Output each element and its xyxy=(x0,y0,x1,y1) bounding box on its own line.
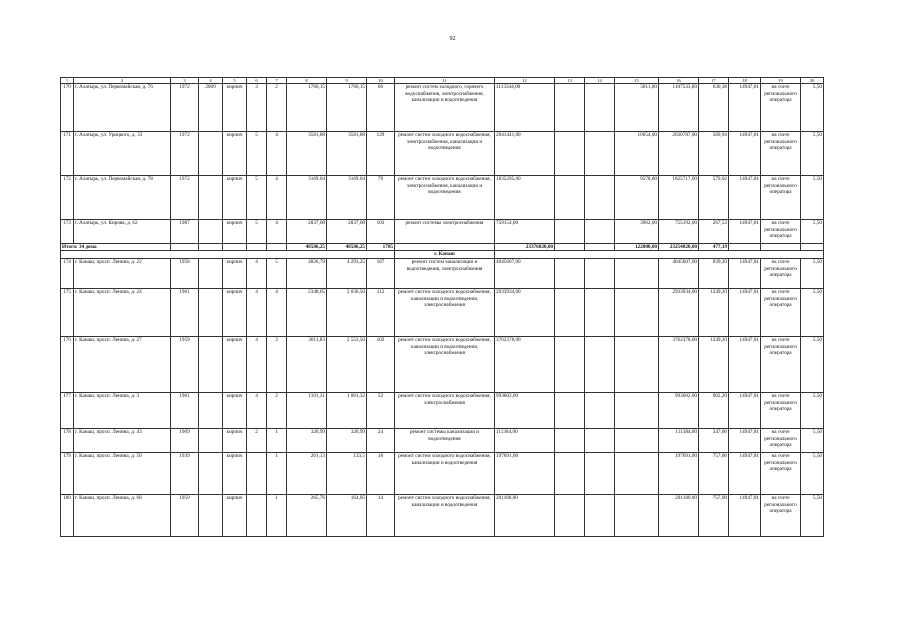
rows-alatyr xyxy=(61,84,824,244)
residents-cell: 129 xyxy=(367,132,395,176)
percent-cell: 5,50 xyxy=(801,176,824,220)
wall-material-cell: кирпич xyxy=(223,289,247,337)
summary-total-cost: 23376020,00 xyxy=(495,244,555,251)
summary-unit-cost: 477,19 xyxy=(699,244,729,251)
max-unit-cost-cell: 14947,81 xyxy=(729,429,761,453)
year-repair-cell xyxy=(199,337,223,393)
other-funds-cell: 3762378,00 xyxy=(659,337,699,393)
row-number-cell: 174 xyxy=(61,259,74,289)
fund-source-cell: на счете регионального оператора xyxy=(761,393,801,429)
unit-cost-cell: 1249,20 xyxy=(699,337,729,393)
col-number: 17 xyxy=(699,78,729,84)
wall-material-cell: кирпич xyxy=(223,453,247,495)
area-total-cell: 261,13 xyxy=(287,453,327,495)
year-built-cell: 1987 xyxy=(171,220,199,244)
area-total-cell: 3581,88 xyxy=(287,132,327,176)
entrances-cell: 5 xyxy=(267,259,287,289)
percent-cell: 5,50 xyxy=(801,259,824,289)
fund-source-cell: на счете регионального оператора xyxy=(761,453,801,495)
row-number-cell: 172 xyxy=(61,176,74,220)
table-row xyxy=(61,495,824,537)
row-number-cell: 171 xyxy=(61,132,74,176)
area-living-cell: 3169,64 xyxy=(327,176,367,220)
table-row xyxy=(61,259,824,289)
other-funds-cell: 993602,00 xyxy=(659,393,699,429)
page-number: 92 xyxy=(449,36,456,42)
fund-regional-cell xyxy=(585,337,615,393)
row-number-cell: 175 xyxy=(61,289,74,337)
fund-federal-cell xyxy=(555,289,585,337)
other-funds-cell: 4045607,00 xyxy=(659,259,699,289)
total-cost-cell: 2041441,00 xyxy=(495,132,555,176)
area-total-cell: 2837,68 xyxy=(287,220,327,244)
table-row xyxy=(61,453,824,495)
col-number: 4 xyxy=(199,78,223,84)
total-cost-cell: 759154,00 xyxy=(495,220,555,244)
max-unit-cost-cell: 14947,81 xyxy=(729,259,761,289)
fund-regional-cell xyxy=(585,393,615,429)
own-funds-cell: 3962,00 xyxy=(615,220,659,244)
area-living-cell: 2 036,50 xyxy=(327,289,367,337)
entrances-cell: 3 xyxy=(267,337,287,393)
fund-regional-cell xyxy=(585,84,615,132)
col-number: 13 xyxy=(555,78,585,84)
row-number-cell: 176 xyxy=(61,337,74,393)
floors-cell: 2 xyxy=(247,429,267,453)
address-cell: г. Алатырь, ул. Первомайская, д. 76 xyxy=(74,84,171,132)
year-repair-cell xyxy=(199,220,223,244)
col-number: 1 xyxy=(61,78,74,84)
col-number: 5 xyxy=(223,78,247,84)
area-total-cell: 4826,79 xyxy=(287,259,327,289)
year-built-cell: 1961 xyxy=(171,289,199,337)
floors-cell: 5 xyxy=(247,132,267,176)
work-type-cell: ремонт систем холодного водоснабжения, канализации и водоотведения, электроснабжения xyxy=(395,289,495,337)
year-built-cell: 1972 xyxy=(171,132,199,176)
rows-kanash xyxy=(61,259,824,537)
percent-cell: 5,50 xyxy=(801,393,824,429)
percent-cell: 5,50 xyxy=(801,337,824,393)
fund-federal-cell xyxy=(555,495,585,537)
table-row xyxy=(61,132,824,176)
floors-cell: 5 xyxy=(247,176,267,220)
summary-other-funds: 23254020,00 xyxy=(659,244,699,251)
entrances-cell: 1 xyxy=(267,429,287,453)
fund-federal-cell xyxy=(555,84,585,132)
fund-source-cell: на счете регионального оператора xyxy=(761,176,801,220)
fund-federal-cell xyxy=(555,429,585,453)
year-repair-cell: 2009 xyxy=(199,84,223,132)
unit-cost-cell: 347,00 xyxy=(699,429,729,453)
work-type-cell: ремонт систем канализации и водоотведения, электроснабжения xyxy=(395,259,495,289)
address-cell: г. Канаш, просп. Ленина, д. 24 xyxy=(74,289,171,337)
row-number-cell: 170 xyxy=(61,84,74,132)
fund-federal-cell xyxy=(555,220,585,244)
wall-material-cell: кирпич xyxy=(223,337,247,393)
table-row xyxy=(61,176,824,220)
work-type-cell: ремонт систем холодного водоснабжения, канализации и водоотведения, электроснабжения xyxy=(395,337,495,393)
year-built-cell: 1972 xyxy=(171,84,199,132)
unit-cost-cell: 902,20 xyxy=(699,393,729,429)
row-number-cell: 180 xyxy=(61,495,74,537)
row-number-cell: 173 xyxy=(61,220,74,244)
summary-area-total: 48586,25 xyxy=(287,244,327,251)
work-type-cell: ремонт систем холодного водоснабжения, электроснабжения xyxy=(395,393,495,429)
year-repair-cell xyxy=(199,393,223,429)
floors-cell xyxy=(247,453,267,495)
address-cell: г. Алатырь, ул. Урицкого, д. 33 xyxy=(74,132,171,176)
col-number: 2 xyxy=(74,78,171,84)
own-funds-cell xyxy=(615,495,659,537)
residents-cell: 79 xyxy=(367,176,395,220)
max-unit-cost-cell: 14947,81 xyxy=(729,289,761,337)
own-funds-cell xyxy=(615,429,659,453)
unit-cost-cell: 757,00 xyxy=(699,495,729,537)
floors-cell xyxy=(247,495,267,537)
area-total-cell: 265,76 xyxy=(287,495,327,537)
percent-cell: 5,50 xyxy=(801,84,824,132)
floors-cell: 4 xyxy=(247,393,267,429)
work-type-cell: ремонт системы канализации и водоотведения xyxy=(395,429,495,453)
total-cost-cell: 1835295,00 xyxy=(495,176,555,220)
floors-cell: 4 xyxy=(247,259,267,289)
entrances-cell: 4 xyxy=(267,220,287,244)
year-repair-cell xyxy=(199,495,223,537)
own-funds-cell xyxy=(615,259,659,289)
address-cell: г. Канаш, просп. Ленина, д. 27 xyxy=(74,337,171,393)
max-unit-cost-cell: 14947,81 xyxy=(729,453,761,495)
col-number: 3 xyxy=(171,78,199,84)
fund-source-cell: на счете регионального оператора xyxy=(761,495,801,537)
percent-cell: 5,50 xyxy=(801,429,824,453)
work-type-cell: ремонт систем холодного водоснабжения, электроснабжения, канализации и водоотведения xyxy=(395,176,495,220)
area-total-cell: 2348,65 xyxy=(287,289,327,337)
total-cost-cell: 201180,00 xyxy=(495,495,555,537)
year-repair-cell xyxy=(199,453,223,495)
fund-federal-cell xyxy=(555,453,585,495)
row-number-cell: 178 xyxy=(61,429,74,453)
area-total-cell: 1101,31 xyxy=(287,393,327,429)
area-total-cell: 3169,64 xyxy=(287,176,327,220)
fund-source-cell: на счете регионального оператора xyxy=(761,259,801,289)
fund-regional-cell xyxy=(585,220,615,244)
floors-cell: 4 xyxy=(247,289,267,337)
own-funds-cell: 9578,00 xyxy=(615,176,659,220)
col-number: 15 xyxy=(615,78,659,84)
percent-cell: 5,50 xyxy=(801,289,824,337)
table-row xyxy=(61,393,824,429)
own-funds-cell xyxy=(615,453,659,495)
year-repair-cell xyxy=(199,176,223,220)
unit-cost-cell: 579,02 xyxy=(699,176,729,220)
entrances-cell: 1 xyxy=(267,495,287,537)
area-living-cell: 133,5 xyxy=(327,453,367,495)
total-cost-cell: 3762378,00 xyxy=(495,337,555,393)
col-number: 19 xyxy=(761,78,801,84)
max-unit-cost-cell: 14947,81 xyxy=(729,132,761,176)
summary-label: Итого: 34 дома xyxy=(61,244,171,251)
year-built-cell: 1958 xyxy=(171,259,199,289)
floors-cell: 5 xyxy=(247,220,267,244)
residents-cell: 102 xyxy=(367,337,395,393)
residents-cell: 18 xyxy=(367,453,395,495)
row-number-cell: 177 xyxy=(61,393,74,429)
wall-material-cell: кирпич xyxy=(223,132,247,176)
fund-federal-cell xyxy=(555,132,585,176)
fund-source-cell: на счете регионального оператора xyxy=(761,220,801,244)
max-unit-cost-cell: 14947,81 xyxy=(729,393,761,429)
other-funds-cell: 2030787,00 xyxy=(659,132,699,176)
entrances-cell: 1 xyxy=(267,453,287,495)
max-unit-cost-cell: 14947,81 xyxy=(729,84,761,132)
repair-program-table xyxy=(60,77,824,537)
max-unit-cost-cell: 14947,81 xyxy=(729,495,761,537)
area-living-cell: 2837,68 xyxy=(327,220,367,244)
summary-row xyxy=(61,244,824,251)
entrances-cell: 2 xyxy=(267,393,287,429)
max-unit-cost-cell: 14947,81 xyxy=(729,220,761,244)
total-cost-cell: 197691,00 xyxy=(495,453,555,495)
summary-area-living: 48586,25 xyxy=(327,244,367,251)
own-funds-cell xyxy=(615,337,659,393)
residents-cell: 167 xyxy=(367,259,395,289)
percent-cell: 5,50 xyxy=(801,495,824,537)
percent-cell: 5,50 xyxy=(801,132,824,176)
col-number: 11 xyxy=(395,78,495,84)
own-funds-cell xyxy=(615,393,659,429)
own-funds-cell: 10654,00 xyxy=(615,132,659,176)
wall-material-cell: кирпич xyxy=(223,259,247,289)
total-cost-cell: 111384,00 xyxy=(495,429,555,453)
address-cell: г. Алатырь, ул. Первомайская, д. 78 xyxy=(74,176,171,220)
table-row xyxy=(61,289,824,337)
other-funds-cell: 1107533,00 xyxy=(659,84,699,132)
area-living-cell: 4 293,25 xyxy=(327,259,367,289)
total-cost-cell: 4045607,00 xyxy=(495,259,555,289)
other-funds-cell: 755192,00 xyxy=(659,220,699,244)
wall-material-cell: кирпич xyxy=(223,84,247,132)
fund-source-cell: на счете регионального оператора xyxy=(761,429,801,453)
entrances-cell: 2 xyxy=(267,84,287,132)
max-unit-cost-cell: 14947,81 xyxy=(729,176,761,220)
wall-material-cell: кирпич xyxy=(223,220,247,244)
area-living-cell: 1766,15 xyxy=(327,84,367,132)
summary-own-funds: 122000,00 xyxy=(615,244,659,251)
total-cost-cell: 1113344,00 xyxy=(495,84,555,132)
col-number: 12 xyxy=(495,78,555,84)
address-cell: г. Канаш, просп. Ленина, д. 50 xyxy=(74,453,171,495)
own-funds-cell xyxy=(615,289,659,337)
other-funds-cell: 201180,00 xyxy=(659,495,699,537)
fund-regional-cell xyxy=(585,453,615,495)
year-built-cell: 1961 xyxy=(171,393,199,429)
row-number-cell: 179 xyxy=(61,453,74,495)
year-built-cell: 1972 xyxy=(171,176,199,220)
year-built-cell: 1939 xyxy=(171,453,199,495)
other-funds-cell: 111384,00 xyxy=(659,429,699,453)
fund-regional-cell xyxy=(585,176,615,220)
address-cell: г. Канаш, просп. Ленина, д. 68 xyxy=(74,495,171,537)
city-heading: г. Канаш xyxy=(395,251,495,259)
col-number: 14 xyxy=(585,78,615,84)
residents-cell: 103 xyxy=(367,220,395,244)
area-total-cell: 320,99 xyxy=(287,429,327,453)
fund-source-cell: на счете регионального оператора xyxy=(761,84,801,132)
fund-regional-cell xyxy=(585,429,615,453)
table-row xyxy=(61,429,824,453)
year-built-cell: 1969 xyxy=(171,429,199,453)
col-number: 6 xyxy=(247,78,267,84)
year-repair-cell xyxy=(199,132,223,176)
floors-cell: 4 xyxy=(247,337,267,393)
fund-source-cell: на счете регионального оператора xyxy=(761,132,801,176)
fund-regional-cell xyxy=(585,495,615,537)
fund-federal-cell xyxy=(555,393,585,429)
percent-cell: 5,50 xyxy=(801,453,824,495)
fund-regional-cell xyxy=(585,289,615,337)
year-repair-cell xyxy=(199,289,223,337)
col-number: 7 xyxy=(267,78,287,84)
unit-cost-cell: 569,94 xyxy=(699,132,729,176)
address-cell: г. Канаш, просп. Ленина, д. 43 xyxy=(74,429,171,453)
wall-material-cell: кирпич xyxy=(223,393,247,429)
area-living-cell: 164,05 xyxy=(327,495,367,537)
residents-cell: 14 xyxy=(367,495,395,537)
own-funds-cell: 5811,00 xyxy=(615,84,659,132)
address-cell: г. Алатырь, ул. Кирова, д. 62 xyxy=(74,220,171,244)
wall-material-cell: кирпич xyxy=(223,176,247,220)
work-type-cell: ремонт систем холодного водоснабжения, канализации и водоотведения xyxy=(395,453,495,495)
year-repair-cell xyxy=(199,429,223,453)
residents-cell: 24 xyxy=(367,429,395,453)
other-funds-cell: 197691,00 xyxy=(659,453,699,495)
col-number: 9 xyxy=(327,78,367,84)
entrances-cell: 4 xyxy=(267,176,287,220)
max-unit-cost-cell: 14947,81 xyxy=(729,337,761,393)
summary-residents: 1785 xyxy=(367,244,395,251)
entrances-cell: 4 xyxy=(267,132,287,176)
area-living-cell: 320,99 xyxy=(327,429,367,453)
unit-cost-cell: 630,38 xyxy=(699,84,729,132)
total-cost-cell: 993602,00 xyxy=(495,393,555,429)
residents-cell: 112 xyxy=(367,289,395,337)
col-number: 18 xyxy=(729,78,761,84)
address-cell: г. Канаш, просп. Ленина, д. 3 xyxy=(74,393,171,429)
fund-regional-cell xyxy=(585,132,615,176)
wall-material-cell: кирпич xyxy=(223,429,247,453)
area-living-cell: 3581,88 xyxy=(327,132,367,176)
fund-source-cell: на счете регионального оператора xyxy=(761,337,801,393)
unit-cost-cell: 1249,20 xyxy=(699,289,729,337)
fund-federal-cell xyxy=(555,259,585,289)
table-row xyxy=(61,220,824,244)
table-row xyxy=(61,84,824,132)
col-number: 16 xyxy=(659,78,699,84)
fund-regional-cell xyxy=(585,259,615,289)
percent-cell: 5,50 xyxy=(801,220,824,244)
other-funds-cell: 2933934,00 xyxy=(659,289,699,337)
area-living-cell: 2 553,50 xyxy=(327,337,367,393)
table-row xyxy=(61,337,824,393)
year-built-cell: 1959 xyxy=(171,495,199,537)
residents-cell: 52 xyxy=(367,393,395,429)
floors-cell: 3 xyxy=(247,84,267,132)
unit-cost-cell: 267,53 xyxy=(699,220,729,244)
fund-federal-cell xyxy=(555,337,585,393)
work-type-cell: ремонт систем холодного водоснабжения, канализации и водоотведения xyxy=(395,495,495,537)
city-heading-row xyxy=(61,251,824,259)
area-total-cell: 1766,15 xyxy=(287,84,327,132)
wall-material-cell: кирпич xyxy=(223,495,247,537)
year-built-cell: 1959 xyxy=(171,337,199,393)
unit-cost-cell: 839,20 xyxy=(699,259,729,289)
address-cell: г. Канаш, просп. Ленина, д. 22 xyxy=(74,259,171,289)
area-total-cell: 3011,83 xyxy=(287,337,327,393)
other-funds-cell: 1825717,00 xyxy=(659,176,699,220)
work-type-cell: ремонт системы электроснабжения xyxy=(395,220,495,244)
total-cost-cell: 2933934,00 xyxy=(495,289,555,337)
fund-federal-cell xyxy=(555,176,585,220)
work-type-cell: ремонт систем холодного, горячего водоснабжения, электроснабжения, канализации и водоотведения xyxy=(395,84,495,132)
unit-cost-cell: 757,00 xyxy=(699,453,729,495)
work-type-cell: ремонт систем холодного водоснабжения, электроснабжения, канализации и водоотведения xyxy=(395,132,495,176)
area-living-cell: 1 061,32 xyxy=(327,393,367,429)
col-number: 20 xyxy=(801,78,824,84)
year-repair-cell xyxy=(199,259,223,289)
residents-cell: 60 xyxy=(367,84,395,132)
entrances-cell: 4 xyxy=(267,289,287,337)
fund-source-cell: на счете регионального оператора xyxy=(761,289,801,337)
col-number: 8 xyxy=(287,78,327,84)
col-number: 10 xyxy=(367,78,395,84)
